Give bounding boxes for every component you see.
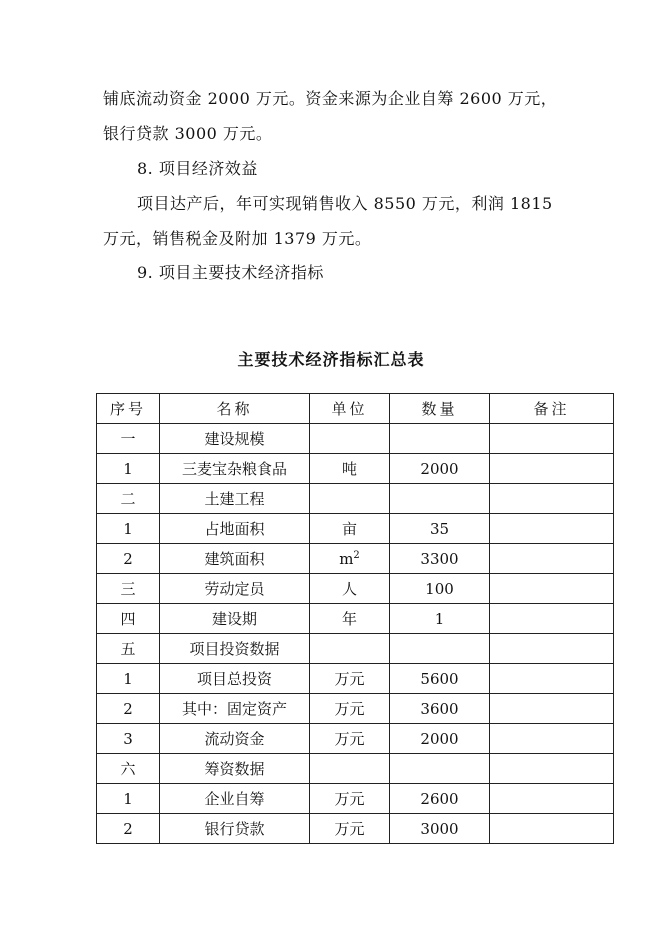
header-unit: 单位 (310, 394, 390, 424)
cell-text: 3300 (420, 549, 459, 568)
cell-text: 筹资数据 (204, 760, 265, 778)
cell-index (97, 484, 160, 514)
cell-unit (310, 454, 390, 484)
cell-unit (310, 664, 390, 694)
cell-quantity (390, 424, 490, 454)
cell-unit (310, 694, 390, 724)
table-row (97, 604, 614, 634)
cell-text: 2000 (420, 459, 459, 478)
cell-remarks (490, 754, 614, 784)
cell-text: 建筑面积 (204, 550, 265, 568)
cell-index (97, 574, 160, 604)
cell-index (97, 754, 160, 784)
cell-text: 三 (120, 580, 136, 598)
cell-name (160, 694, 310, 724)
cell-index (97, 454, 160, 484)
cell-text: 2 (123, 699, 133, 718)
cell-quantity (390, 724, 490, 754)
cell-remarks (490, 724, 614, 754)
cell-name (160, 484, 310, 514)
cell-index (97, 814, 160, 844)
cell-index (97, 604, 160, 634)
cell-text: 银行贷款 (204, 820, 265, 838)
cell-text: 项目总投资 (196, 670, 272, 688)
cell-unit (310, 484, 390, 514)
table-row (97, 574, 614, 604)
cell-text: 1 (123, 669, 133, 688)
cell-remarks (490, 424, 614, 454)
paragraph-line-5: 万元，销售税金及附加 1379 万元。 (103, 229, 372, 248)
cell-name (160, 664, 310, 694)
cell-unit (310, 424, 390, 454)
cell-text: 六 (120, 760, 136, 778)
cell-text: 1 (123, 519, 133, 538)
cell-quantity (390, 604, 490, 634)
cell-index (97, 544, 160, 574)
cell-quantity (390, 454, 490, 484)
table-row (97, 814, 614, 844)
cell-text: 建设规模 (204, 430, 265, 448)
unit-superscript: 2 (353, 549, 360, 561)
cell-index (97, 424, 160, 454)
cell-remarks (490, 604, 614, 634)
table-row (97, 484, 614, 514)
cell-name (160, 544, 310, 574)
table-header-row (97, 394, 614, 424)
cell-remarks (490, 634, 614, 664)
cell-text: 3 (123, 729, 133, 748)
paragraph-line-2: 银行贷款 3000 万元。 (103, 124, 273, 143)
cell-text: 一 (120, 430, 136, 448)
cell-remarks (490, 574, 614, 604)
cell-text: 2000 (420, 729, 459, 748)
cell-name (160, 604, 310, 634)
header-index: 序号 (97, 394, 160, 424)
cell-text: 四 (120, 610, 136, 628)
cell-index (97, 694, 160, 724)
cell-name (160, 424, 310, 454)
cell-text: 人 (341, 580, 357, 598)
cell-text: m (339, 549, 354, 568)
cell-quantity (390, 694, 490, 724)
cell-text: 1 (123, 459, 133, 478)
cell-text: 流动资金 (204, 730, 265, 748)
header-name: 名称 (160, 394, 310, 424)
cell-text: 企业自筹 (204, 790, 265, 808)
cell-index (97, 634, 160, 664)
header-remarks: 备注 (490, 394, 614, 424)
cell-remarks (490, 514, 614, 544)
cell-unit (310, 634, 390, 664)
cell-unit (310, 544, 390, 574)
cell-name (160, 514, 310, 544)
table-row (97, 784, 614, 814)
cell-text: 二 (120, 490, 136, 508)
cell-name (160, 454, 310, 484)
cell-text: 2 (123, 549, 133, 568)
cell-text: 劳动定员 (204, 580, 265, 598)
cell-unit (310, 814, 390, 844)
cell-quantity (390, 754, 490, 784)
cell-remarks (490, 484, 614, 514)
table-title: 主要技术经济指标汇总表 (237, 350, 425, 369)
cell-quantity (390, 814, 490, 844)
cell-index (97, 664, 160, 694)
cell-text: 万元 (334, 730, 365, 748)
cell-quantity (390, 664, 490, 694)
cell-text: 万元 (334, 820, 365, 838)
section-heading-indicators: 9. 项目主要技术经济指标 (137, 263, 324, 282)
table-row (97, 724, 614, 754)
cell-text: 占地面积 (204, 520, 265, 538)
paragraph-line-1: 铺底流动资金 2000 万元。资金来源为企业自筹 2600 万元， (103, 89, 558, 108)
cell-index (97, 784, 160, 814)
cell-text: 年 (341, 610, 357, 628)
indicator-summary-table (96, 393, 614, 844)
cell-index (97, 724, 160, 754)
cell-text: 2600 (420, 789, 459, 808)
cell-name (160, 574, 310, 604)
table-row (97, 634, 614, 664)
cell-text: 三麦宝杂粮食品 (181, 460, 287, 478)
table-row (97, 754, 614, 784)
cell-text: 建设期 (211, 610, 257, 628)
cell-text: 其中：固定资产 (181, 700, 287, 718)
cell-quantity (390, 544, 490, 574)
cell-remarks (490, 694, 614, 724)
table-row (97, 694, 614, 724)
cell-index (97, 514, 160, 544)
cell-name (160, 754, 310, 784)
cell-name (160, 814, 310, 844)
cell-text: 2 (123, 819, 133, 838)
header-quantity: 数量 (390, 394, 490, 424)
cell-text: 五 (120, 640, 136, 658)
cell-text: 35 (429, 519, 450, 538)
cell-unit (310, 784, 390, 814)
cell-text: 1 (123, 789, 133, 808)
section-heading-economic-benefit: 8. 项目经济效益 (137, 159, 258, 178)
cell-text: 土建工程 (204, 490, 265, 508)
cell-text: 100 (425, 579, 454, 598)
cell-text: 3000 (420, 819, 459, 838)
cell-text: 亩 (341, 520, 357, 538)
cell-text: 吨 (341, 460, 357, 478)
cell-remarks (490, 454, 614, 484)
cell-name (160, 784, 310, 814)
cell-quantity (390, 514, 490, 544)
cell-remarks (490, 814, 614, 844)
cell-text: 万元 (334, 700, 365, 718)
cell-name (160, 724, 310, 754)
cell-remarks (490, 784, 614, 814)
cell-quantity (390, 634, 490, 664)
table-row (97, 544, 614, 574)
cell-text: 3600 (420, 699, 459, 718)
cell-text: 5600 (420, 669, 459, 688)
cell-unit (310, 754, 390, 784)
cell-unit (310, 604, 390, 634)
paragraph-line-4: 项目达产后，年可实现销售收入 8550 万元，利润 1815 (137, 194, 553, 213)
cell-unit (310, 574, 390, 604)
cell-remarks (490, 544, 614, 574)
table-row (97, 424, 614, 454)
cell-text: 项目投资数据 (189, 640, 280, 658)
cell-name (160, 634, 310, 664)
cell-text: 1 (434, 609, 445, 628)
table-row (97, 454, 614, 484)
cell-text: 万元 (334, 790, 365, 808)
cell-remarks (490, 664, 614, 694)
cell-quantity (390, 574, 490, 604)
cell-quantity (390, 484, 490, 514)
table-row (97, 664, 614, 694)
cell-unit (310, 514, 390, 544)
cell-quantity (390, 784, 490, 814)
cell-text: 万元 (334, 670, 365, 688)
cell-unit (310, 724, 390, 754)
table-row (97, 514, 614, 544)
